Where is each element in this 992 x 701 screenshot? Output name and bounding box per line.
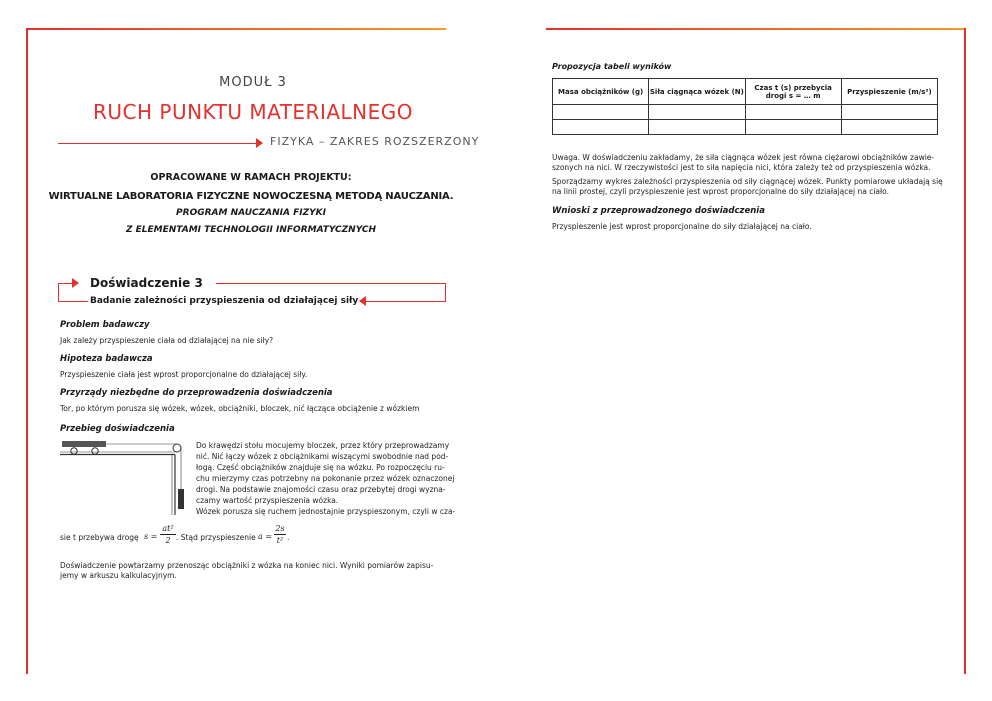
table-cell <box>841 120 937 135</box>
table-header-cell: Przyspieszenie (m/s²) <box>841 79 937 105</box>
procedure-line: nić. Nić łączy wózek z obciążnikami wiszącymi swobodnie nad pod- <box>196 452 449 461</box>
table-cell <box>745 120 841 135</box>
hanging-weight <box>178 489 184 509</box>
procedure-heading: Przebieg doświadczenia <box>60 424 175 434</box>
repeat-paragraph <box>60 561 450 581</box>
right-margin-rule <box>964 28 966 674</box>
table-header-cell: Siła ciągnąca wózek (N) <box>649 79 745 105</box>
procedure-line: chu mierzymy czas potrzebny na pokonanie przez wózek oznaczonej <box>196 474 455 483</box>
program-line-1: PROGRAM NAUCZANIA FIZYKI <box>176 208 326 218</box>
project-name: WIRTUALNE LABORATORIA FIZYCZNE NOWOCZESNĄ METODĄ NAUCZANIA. <box>48 191 454 202</box>
arrow-right-icon <box>72 278 79 288</box>
pulley-icon <box>173 444 181 452</box>
acceleration-symbol: a = <box>258 532 273 541</box>
cart-wheel <box>92 448 98 454</box>
arrow-left-icon <box>359 296 366 306</box>
hypothesis-text: Przyspieszenie ciała jest wprost proporcjonalne do działającej siły. <box>60 370 308 379</box>
table-caption: Propozycja tabeli wyników <box>552 62 672 71</box>
table-header-cell: Masa obciążników (g) <box>553 79 649 105</box>
note-paragraph <box>552 153 944 173</box>
tools-heading: Przyrządy niezbędne do przeprowadzenia doświadczenia <box>60 388 333 398</box>
arrow-right-icon <box>256 138 263 148</box>
chart-line: Sporządzamy wykres zależności przyspieszenia od siły ciągnącej wózek. Punkty pomiarowe układają się <box>552 177 943 186</box>
conclusions-heading: Wnioski z przeprowadzonego doświadczenia <box>552 206 765 216</box>
acceleration-fraction: $\frac{2s}{\text{t²}}$ <box>275 524 285 545</box>
table-row <box>553 120 938 135</box>
formula-text-middle: . Stąd przyspieszenie <box>176 533 256 542</box>
module-title: RUCH PUNKTU MATERIALNEGO <box>92 100 414 124</box>
subject-label: FIZYKA – ZAKRES ROZSZERZONY <box>270 135 480 148</box>
repeat-line: Doświadczenie powtarzamy przenosząc obciążniki z wózka na koniec nici. Wyniki pomiarów zapisu- <box>60 561 434 570</box>
table-cell <box>649 120 745 135</box>
conclusions-text: Przyspieszenie jest wprost proporcjonalne do siły działającej na ciało. <box>552 222 812 231</box>
top-rule <box>26 28 446 30</box>
chart-paragraph <box>552 177 944 197</box>
project-heading: OPRACOWANE W RAMACH PROJEKTU: <box>150 172 352 183</box>
table-row <box>553 105 938 120</box>
top-rule <box>546 28 964 30</box>
procedure-description <box>196 440 456 517</box>
table-header-cell: Czas t (s) przebycia drogi s = … m <box>745 79 841 105</box>
left-margin-rule <box>26 28 28 674</box>
repeat-line: jemy w arkuszu kalkulacyjnym. <box>60 571 177 580</box>
tools-text: Tor, po którym porusza się wózek, wózek, obciążniki, bloczek, nić łącząca obciążenie z wózkiem <box>60 404 420 413</box>
experiment-title: Doświadczenie 3 <box>90 276 203 290</box>
problem-heading: Problem badawczy <box>60 320 150 330</box>
right-page <box>496 0 992 701</box>
procedure-line: czamy wartość przyspieszenia wózka. <box>196 496 339 505</box>
cart-body <box>62 441 106 447</box>
formula-text-before: sie t przebywa drogę <box>60 533 139 542</box>
table-cell <box>553 120 649 135</box>
table-cell <box>553 105 649 120</box>
procedure-line: drogi. Na podstawie znajomości czasu oraz przebytej drogi wyzna- <box>196 485 446 494</box>
procedure-line: łogą. Część obciążników znajduje się na wózku. Po rozpoczęciu ru- <box>196 463 445 472</box>
table-cell <box>841 105 937 120</box>
formula-line: sie t przebywa drogę s = $\frac{\text{at²}}{2}$ . Stąd przyspieszenie a = $\frac{2s}{\text{t²}}$ . <box>60 524 290 545</box>
hypothesis-heading: Hipoteza badawcza <box>60 354 153 364</box>
note-line: Uwaga. W doświadczeniu zakładamy, że siła ciągnąca wózek jest równa ciężarowi obciążników zawie- <box>552 153 935 162</box>
cart-pulley-diagram <box>60 437 188 517</box>
results-table <box>552 78 938 135</box>
subject-row <box>58 135 480 151</box>
distance-symbol: s = <box>144 532 158 541</box>
cart-wheel <box>71 448 77 454</box>
table-cell <box>745 105 841 120</box>
program-line-2: Z ELEMENTAMI TECHNOLOGII INFORMATYCZNYCH <box>125 225 377 235</box>
experiment-subtitle: Badanie zależności przyspieszenia od działającej siły <box>90 296 359 306</box>
module-label: MODUŁ 3 <box>219 75 287 90</box>
subject-line <box>58 143 260 144</box>
problem-text: Jak zależy przyspieszenie ciała od działającej na nie siły? <box>60 336 274 345</box>
table-cell <box>649 105 745 120</box>
procedure-line: Do krawędzi stołu mocujemy bloczek, przez który przeprowadzamy <box>196 441 450 450</box>
procedure-line: Wózek porusza się ruchem jednostajnie przyspieszonym, czyli w cza- <box>196 507 456 516</box>
distance-fraction: $\frac{\text{at²}}{2}$ <box>160 524 176 546</box>
note-line: szonych na nici. W rzeczywistości jest to siła napięcia nici, która zależy też od przyspieszenia wózka. <box>552 163 931 172</box>
chart-line: na linii prostej, czyli przyspieszenie jest wprost proporcjonalne do siły działającej na ciało. <box>552 187 889 196</box>
table-header-row <box>553 79 938 105</box>
